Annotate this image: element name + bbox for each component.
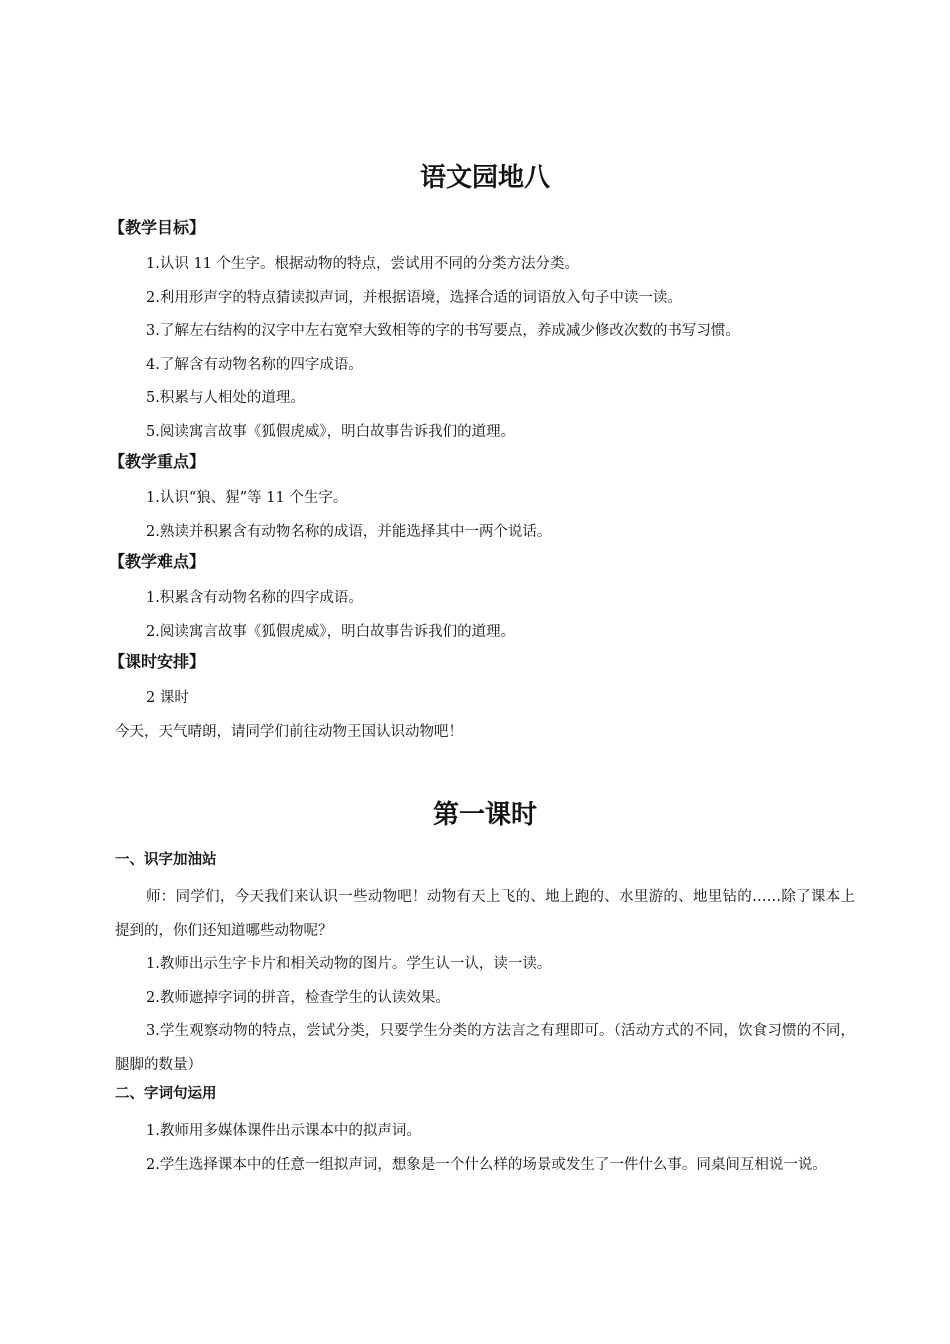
lesson-paragraph: 3.学生观察动物的特点，尝试分类，只要学生分类的方法言之有理即可。（活动方式的不同，饮食习惯的不同，腿脚的数量） (115, 1023, 855, 1073)
difficulty-item: 2.阅读寓言故事《狐假虎威》，明白故事告诉我们的道理。 (146, 623, 516, 640)
lesson-paragraph: 1.教师出示生字卡片和相关动物的图片。学生认一认，读一读。 (146, 956, 552, 972)
heading-difficulties: 【教学难点】 (109, 552, 206, 571)
lesson-paragraph: 1.教师用多媒体课件出示课本中的拟声词。 (146, 1123, 421, 1139)
heading-part-1: 一、识字加油站 (115, 852, 217, 868)
lesson-paragraph: 师：同学们，今天我们来认识一些动物吧！动物有天上飞的、地上跑的、水里游的、地里钻的……除了课本上提到的，你们还知道哪些动物呢？ (115, 889, 855, 939)
objective-item: 5.阅读寓言故事《狐假虎威》，明白故事告诉我们的道理。 (146, 423, 516, 440)
page-title: 语文园地八 (419, 163, 550, 193)
schedule-item: 2 课时 (146, 690, 189, 706)
document-body (109, 158, 855, 1182)
heading-objectives: 【教学目标】 (109, 218, 206, 237)
objective-item: 2.利用形声字的特点猜读拟声词，并根据语境，选择合适的词语放入句子中读一读。 (146, 289, 682, 306)
heading-schedule: 【课时安排】 (109, 652, 206, 671)
lesson-paragraph: 2.教师遮掉字词的拼音，检查学生的认读效果。 (146, 989, 450, 1006)
heading-part-2: 二、字词句运用 (115, 1086, 217, 1102)
objective-item: 1.认识 11 个生字。根据动物的特点，尝试用不同的分类方法分类。 (146, 256, 580, 272)
objective-item: 4.了解含有动物名称的四字成语。 (146, 356, 363, 373)
objective-item: 5.积累与人相处的道理。 (146, 390, 305, 406)
key-point-item: 1.认识“狼、猩”等 11 个生字。 (146, 490, 348, 506)
objective-item: 3.了解左右结构的汉字中左右宽窄大致相等的字的书写要点，养成减少修改次数的书写习惯。 (146, 323, 740, 339)
key-point-item: 2.熟读并积累含有动物名称的成语，并能选择其中一两个说话。 (146, 523, 552, 540)
intro-paragraph: 今天，天气晴朗，请同学们前往动物王国认识动物吧！ (115, 723, 463, 740)
lesson-paragraph: 2.学生选择课本中的任意一组拟声词，想象是一个什么样的场景或发生了一件什么事。同桌间互相说一说。 (146, 1156, 827, 1173)
difficulty-item: 1.积累含有动物名称的四字成语。 (146, 590, 363, 606)
lesson-title: 第一课时 (432, 800, 537, 830)
heading-key-points: 【教学重点】 (109, 452, 206, 471)
